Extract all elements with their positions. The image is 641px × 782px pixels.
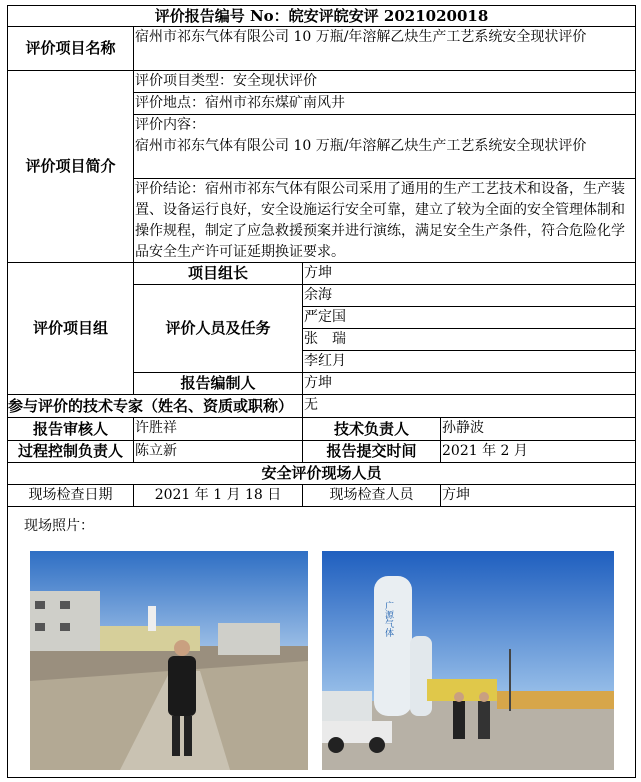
site-staff-value: 方坤 <box>440 484 636 507</box>
intro-content-label: 评价内容： <box>135 117 205 133</box>
intro-content <box>133 114 636 179</box>
intro-label: 评价项目简介 <box>7 70 134 263</box>
submit-label: 报告提交时间 <box>302 440 441 463</box>
process-value: 陈立新 <box>133 440 303 463</box>
member: 严定国 <box>302 306 636 329</box>
compiler-value: 方坤 <box>302 372 636 395</box>
intro-conclusion: 评价结论：宿州市祁东气体有限公司采用了通用的生产工艺技术和设备，生产装置、设备运行良好，安全设施运行安全可靠，建立了较为全面的安全管理体制和操作规程，制定了应急救援预案并进行演练，满足安全生产条件，符合危险化学品安全生产许可证延期换证要求。 <box>133 178 636 263</box>
reviewer-value: 许胜祥 <box>133 417 303 441</box>
report-number-title: 评价报告编号 No：皖安评皖安评 2021020018 <box>7 5 636 27</box>
experts-label: 参与评价的技术专家（姓名、资质或职称） <box>7 394 303 418</box>
members-label: 评价人员及任务 <box>133 284 303 373</box>
submit-value: 2021 年 2 月 <box>440 440 636 463</box>
leader-value: 方坤 <box>302 262 636 285</box>
site-date-value: 2021 年 1 月 18 日 <box>133 484 303 507</box>
member: 余海 <box>302 284 636 307</box>
site-staff-label: 现场检查人员 <box>302 484 441 507</box>
project-name-value: 宿州市祁东气体有限公司 10 万瓶/年溶解乙炔生产工艺系统安全现状评价 <box>133 26 636 71</box>
site-photo-right <box>322 551 614 770</box>
group-label: 评价项目组 <box>7 262 134 395</box>
photos-label: 现场照片： <box>24 518 94 534</box>
intro-content-value: 宿州市祁东气体有限公司 10 万瓶/年溶解乙炔生产工艺系统安全现状评价 <box>135 138 587 154</box>
process-label: 过程控制负责人 <box>7 440 134 463</box>
tech-lead-value: 孙静波 <box>440 417 636 441</box>
member: 李红月 <box>302 350 636 373</box>
member: 张 瑞 <box>302 328 636 351</box>
experts-value: 无 <box>302 394 636 418</box>
tank-logo-text: 广源气体 <box>383 601 393 637</box>
site-photo-left <box>30 551 308 770</box>
compiler-label: 报告编制人 <box>133 372 303 395</box>
project-name-label: 评价项目名称 <box>7 26 134 71</box>
tech-lead-label: 技术负责人 <box>302 417 441 441</box>
site-date-label: 现场检查日期 <box>7 484 134 507</box>
leader-label: 项目组长 <box>133 262 303 285</box>
site-staff-header: 安全评价现场人员 <box>7 462 636 485</box>
reviewer-label: 报告审核人 <box>7 417 134 441</box>
intro-place: 评价地点：宿州市祁东煤矿南风井 <box>133 92 636 115</box>
intro-type: 评价项目类型：安全现状评价 <box>133 70 636 93</box>
